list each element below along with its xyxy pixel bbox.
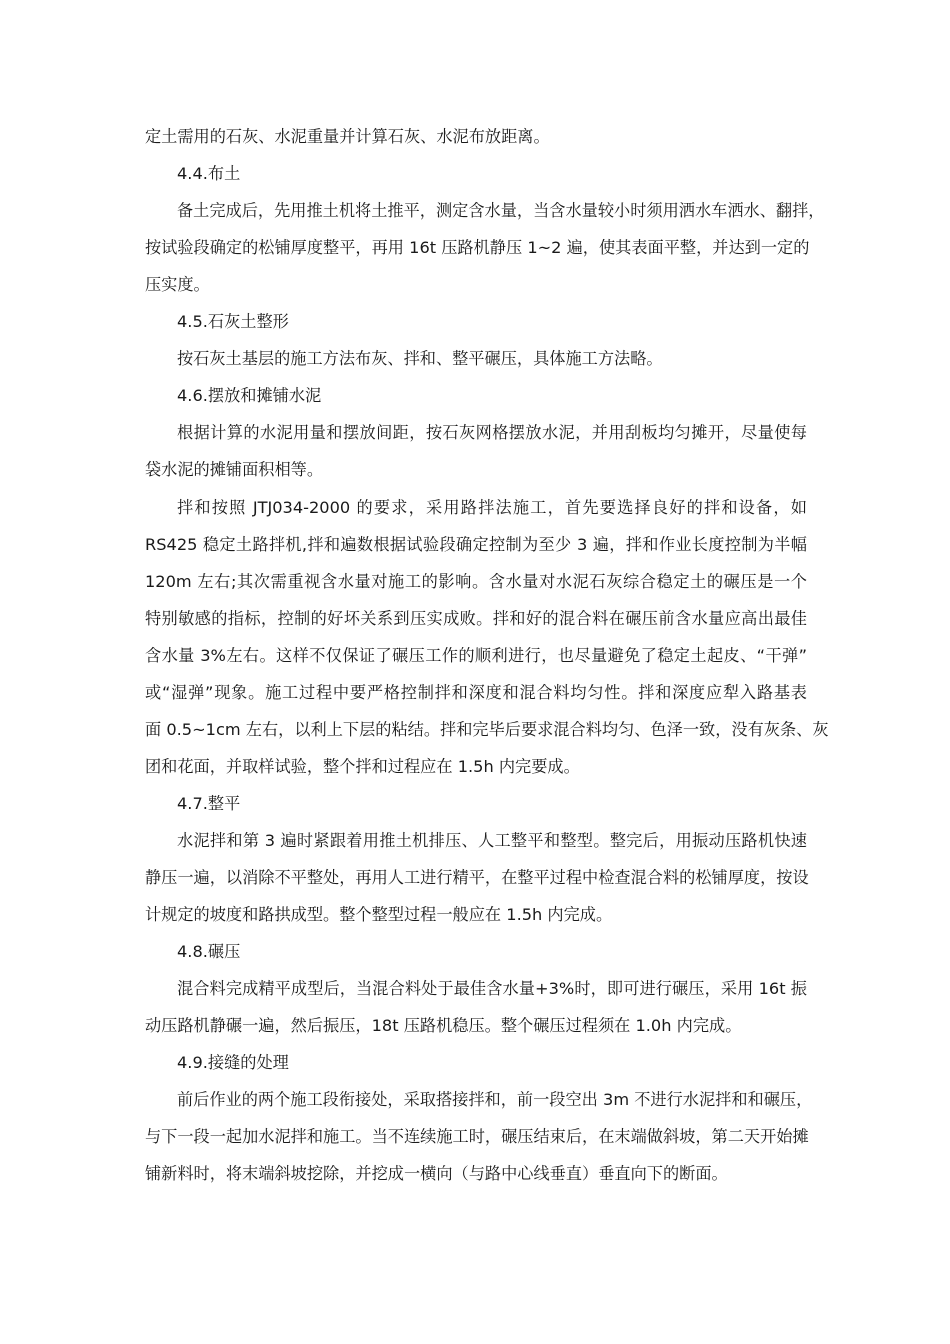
- paragraph-line: 备土完成后，先用推土机将土推平，测定含水量，当含水量较小时须用洒水车洒水、翻拌，: [177, 201, 825, 220]
- section-heading-4-6: 4.6.摆放和摊铺水泥: [177, 386, 322, 405]
- paragraph-line: 动压路机静碾一遍，然后振压，18t 压路机稳压。整个碾压过程须在 1.0h 内完成。: [145, 1016, 742, 1035]
- paragraph-line: 铺新料时，将末端斜坡挖除，并挖成一横向（与路中心线垂直）垂直向下的断面。: [145, 1164, 728, 1183]
- section-heading-4-7: 4.7.整平: [177, 794, 241, 813]
- section-heading-4-5: 4.5.石灰土整形: [177, 312, 289, 331]
- paragraph-line: 团和花面，并取样试验，整个拌和过程应在 1.5h 内完要成。: [145, 757, 580, 776]
- paragraph-line: RS425 稳定土路拌机,拌和遍数根据试验段确定控制为至少 3 遍，拌和作业长度控制为半幅: [145, 535, 807, 554]
- paragraph-line: 前后作业的两个施工段衔接处，采取搭接拌和，前一段空出 3m 不进行水泥拌和和碾压，: [177, 1090, 813, 1109]
- paragraph-line: 水泥拌和第 3 遍时紧跟着用推土机排压、人工整平和整型。整完后，用振动压路机快速: [177, 831, 807, 850]
- paragraph-line: 面 0.5~1cm 左右，以利上下层的粘结。拌和完毕后要求混合料均匀、色泽一致，没有灰条、灰: [145, 720, 829, 739]
- paragraph-line: 混合料完成精平成型后，当混合料处于最佳含水量+3%时，即可进行碾压，采用 16t 振: [177, 979, 807, 998]
- section-heading-4-4: 4.4.布土: [177, 164, 241, 183]
- paragraph-line: 或“湿弹”现象。施工过程中要严格控制拌和深度和混合料均匀性。拌和深度应犁入路基表: [145, 683, 807, 702]
- paragraph-line: 特别敏感的指标，控制的好坏关系到压实成败。拌和好的混合料在碾压前含水量应高出最佳: [145, 609, 807, 628]
- paragraph-line: 根据计算的水泥用量和摆放间距，按石灰网格摆放水泥，并用刮板均匀摊开，尽量使每: [177, 423, 807, 442]
- section-heading-4-9: 4.9.接缝的处理: [177, 1053, 289, 1072]
- paragraph-line: 计规定的坡度和路拱成型。整个整型过程一般应在 1.5h 内完成。: [145, 905, 613, 924]
- paragraph-line: 120m 左右;其次需重视含水量对施工的影响。含水量对水泥石灰综合稳定土的碾压是一个: [145, 572, 807, 591]
- paragraph-line: 与下一段一起加水泥拌和施工。当不连续施工时，碾压结束后，在末端做斜坡，第二天开始摊: [145, 1127, 809, 1146]
- paragraph-line: 静压一遍，以消除不平整处，再用人工进行精平，在整平过程中检查混合料的松铺厚度，按设: [145, 868, 809, 887]
- paragraph-line: 按石灰土基层的施工方法布灰、拌和、整平碾压，具体施工方法略。: [177, 349, 663, 368]
- paragraph-line: 按试验段确定的松铺厚度整平，再用 16t 压路机静压 1~2 遍，使其表面平整，并达到一定的: [145, 238, 810, 257]
- paragraph-line: 定土需用的石灰、水泥重量并计算石灰、水泥布放距离。: [145, 127, 550, 146]
- paragraph-line: 含水量 3%左右。这样不仅保证了碾压工作的顺利进行，也尽量避免了稳定土起皮、“干弹”: [145, 646, 807, 665]
- paragraph-line: 袋水泥的摊铺面积相等。: [145, 460, 324, 479]
- section-heading-4-8: 4.8.碾压: [177, 942, 241, 961]
- paragraph-line: 拌和按照 JTJ034-2000 的要求，采用路拌法施工，首先要选择良好的拌和设备，如: [177, 498, 807, 517]
- paragraph-line: 压实度。: [145, 275, 210, 294]
